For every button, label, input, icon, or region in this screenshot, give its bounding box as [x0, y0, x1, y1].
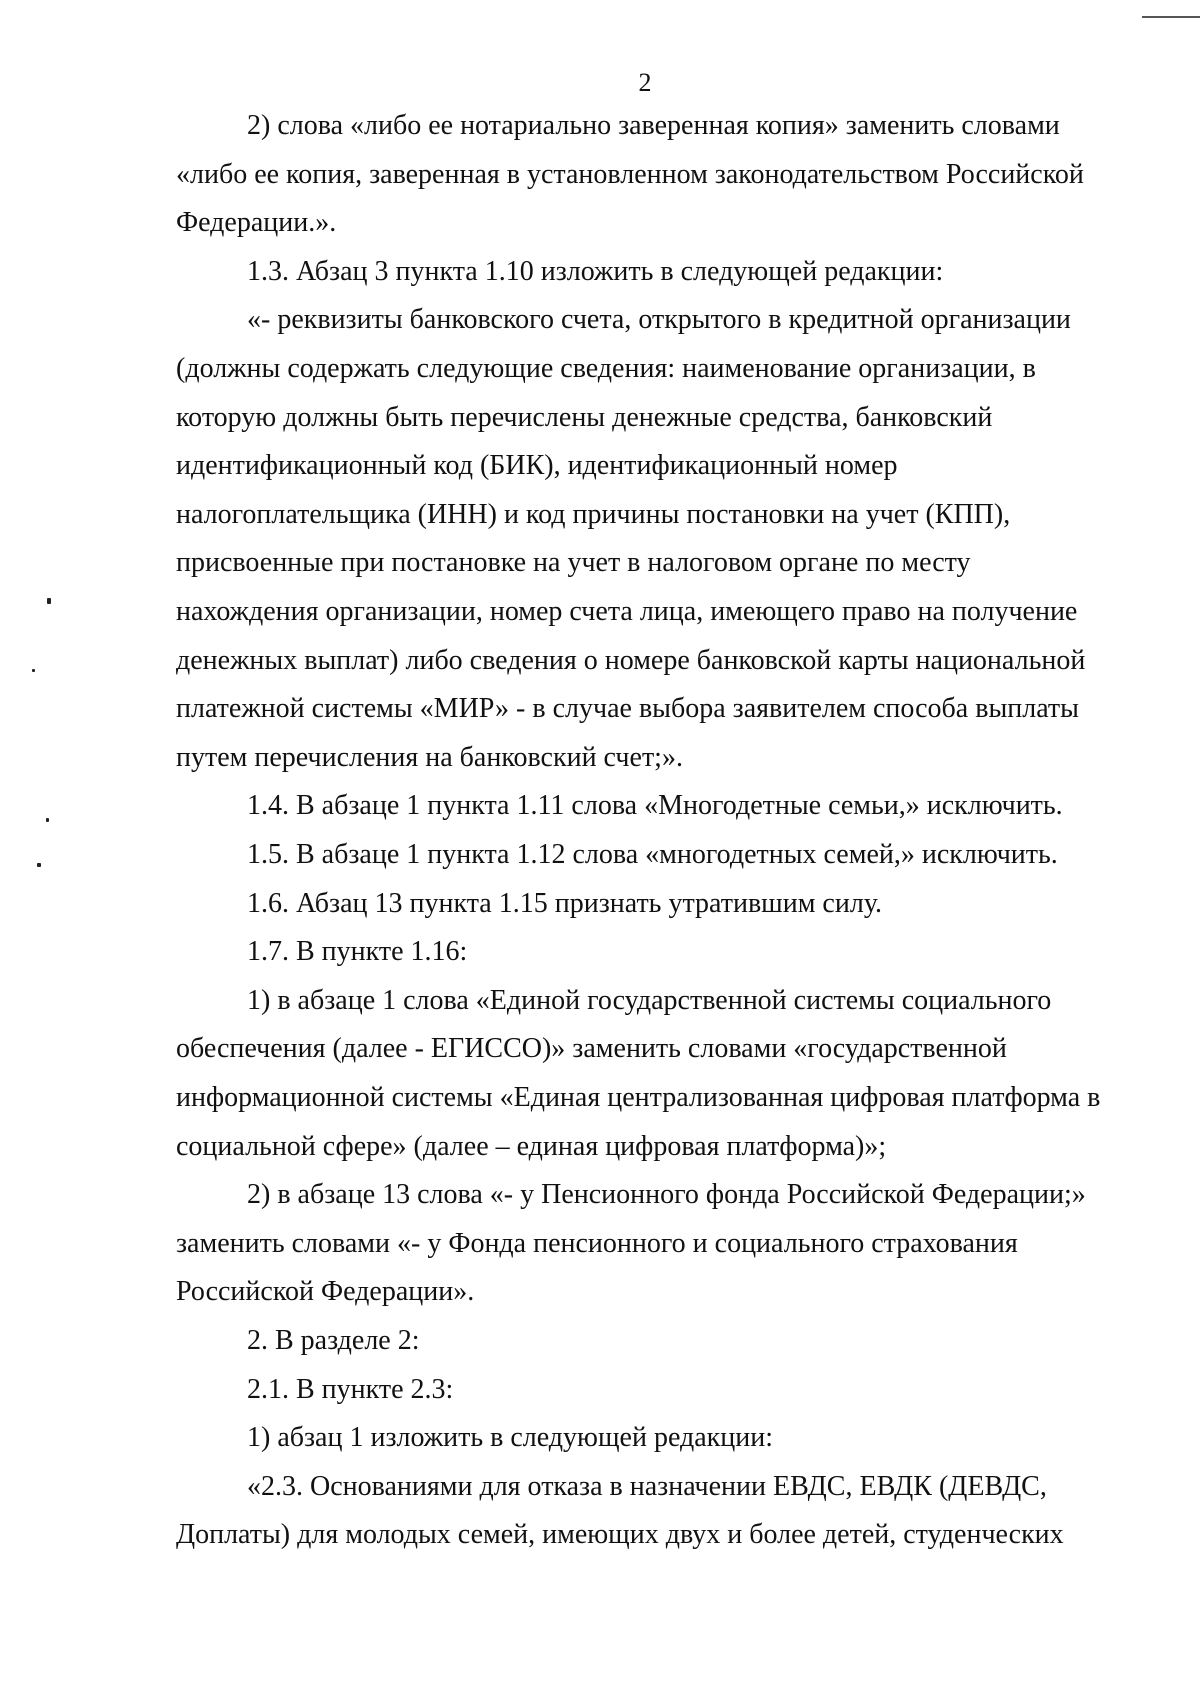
text-line: 1) в абзаце 1 слова «Единой государственной системы социального	[247, 985, 1052, 1016]
text-line: 1.6. Абзац 13 пункта 1.15 признать утратившим силу.	[247, 888, 883, 919]
text-line: налогоплательщика (ИНН) и код причины постановки на учет (КПП),	[176, 499, 1011, 530]
scan-edge-mark	[1142, 16, 1200, 18]
text-line: 1.3. Абзац 3 пункта 1.10 изложить в следующей редакции:	[247, 256, 944, 287]
scan-speck	[47, 598, 51, 604]
page-number: 2	[638, 68, 652, 97]
text-line: 2) слова «либо ее нотариально заверенная копия» заменить словами	[247, 110, 1060, 141]
text-line: денежных выплат) либо сведения о номере банковской карты национальной	[176, 645, 1086, 676]
scan-speck	[37, 863, 41, 867]
text-line: 2) в абзаце 13 слова «- у Пенсионного фонда Российской Федерации;»	[247, 1179, 1086, 1210]
text-line: заменить словами «- у Фонда пенсионного и социального страхования	[176, 1228, 1018, 1259]
text-line: Федерации.».	[176, 207, 337, 238]
text-line: 1) абзац 1 изложить в следующей редакции:	[247, 1422, 774, 1453]
text-line: 1.4. В абзаце 1 пункта 1.11 слова «Многодетные семьи,» исключить.	[247, 790, 1063, 821]
scan-speck	[32, 669, 35, 672]
text-line: Доплаты) для молодых семей, имеющих двух и более детей, студенческих	[176, 1519, 1064, 1550]
text-line: информационной системы «Единая централизованная цифровая платформа в	[176, 1082, 1101, 1113]
text-line: платежной системы «МИР» - в случае выбора заявителем способа выплаты	[176, 693, 1079, 724]
text-line: путем перечисления на банковский счет;».	[176, 742, 683, 773]
text-line: 1.7. В пункте 1.16:	[247, 936, 468, 967]
text-line: «либо ее копия, заверенная в установленном законодательством Российской	[176, 159, 1084, 190]
text-line: 2. В разделе 2:	[247, 1325, 420, 1356]
text-line: идентификационный код (БИК), идентификационный номер	[176, 450, 898, 481]
text-line: обеспечения (далее - ЕГИССО)» заменить словами «государственной	[176, 1033, 1007, 1064]
text-line: «2.3. Основаниями для отказа в назначении ЕВДС, ЕВДК (ДЕВДС,	[247, 1471, 1047, 1502]
text-line: присвоенные при постановке на учет в налоговом органе по месту	[176, 547, 971, 578]
scan-speck	[46, 818, 49, 822]
text-line: Российской Федерации».	[176, 1276, 475, 1307]
text-line: нахождения организации, номер счета лица, имеющего право на получение	[176, 596, 1078, 627]
text-line: 2.1. В пункте 2.3:	[247, 1374, 454, 1405]
text-line: «- реквизиты банковского счета, открытого в кредитной организации	[247, 304, 1071, 335]
text-line: 1.5. В абзаце 1 пункта 1.12 слова «многодетных семей,» исключить.	[247, 839, 1058, 870]
text-line: социальной сфере» (далее – единая цифровая платформа)»;	[176, 1131, 887, 1162]
text-line: (должны содержать следующие сведения: наименование организации, в	[176, 353, 1036, 384]
text-line: которую должны быть перечислены денежные средства, банковский	[176, 402, 993, 433]
